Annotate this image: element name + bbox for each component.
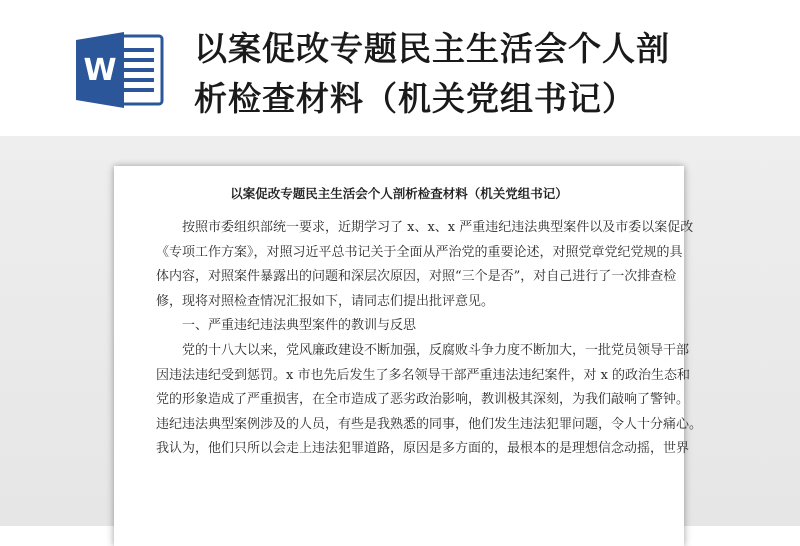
page-body xyxy=(156,216,703,462)
word-document-icon xyxy=(74,30,166,110)
body-line: 违纪违法典型案例涉及的人员，有些是我熟悉的同事，他们发生违法犯罪问题，令人十分痛心。 xyxy=(156,416,703,432)
body-line: 《专项工作方案》，对照习近平总书记关于全面从严治党的重要论述，对照党章党纪党规的具 xyxy=(156,244,683,260)
page-title: 以案促改专题民主生活会个人剖析检查材料（机关党组书记） xyxy=(230,186,568,201)
document-heading xyxy=(194,24,784,124)
body-line: 我认为，他们只所以会走上违法犯罪道路，原因是多方面的，最根本的是理想信念动摇，世界 xyxy=(156,441,690,457)
section-heading: 一、严重违纪违法典型案件的教训与反思 xyxy=(182,318,417,334)
body-line: 修，现将对照检查情况汇报如下，请同志们提出批评意见。 xyxy=(156,293,495,309)
body-line: 党的十八大以来，党风廉政建设不断加强，反腐败斗争力度不断加大，一批党员领导干部 xyxy=(182,342,690,358)
document-heading-line-2: 析检查材料（机关党组书记） xyxy=(194,79,636,118)
preview-header xyxy=(0,0,800,136)
body-line: 体内容，对照案件暴露出的问题和深层次原因，对照“三个是否”，对自己进行了一次排查检 xyxy=(156,269,677,285)
body-line: 因违法违纪受到惩罚。x 市也先后发生了多名领导干部严重违法违纪案件，对 x 的政治生态和 xyxy=(156,367,691,383)
document-heading-line-1: 以案促改专题民主生活会个人剖 xyxy=(194,29,670,68)
word-icon-letter: W xyxy=(83,53,117,88)
body-line: 党的形象造成了严重损害，在全市造成了恶劣政治影响，教训极其深刻，为我们敲响了警钟。 xyxy=(156,392,690,408)
document-page xyxy=(114,166,703,546)
body-line: 按照市委组织部统一要求，近期学习了 x、x、x 严重违纪违法典型案件以及市委以案促改 xyxy=(182,220,694,235)
